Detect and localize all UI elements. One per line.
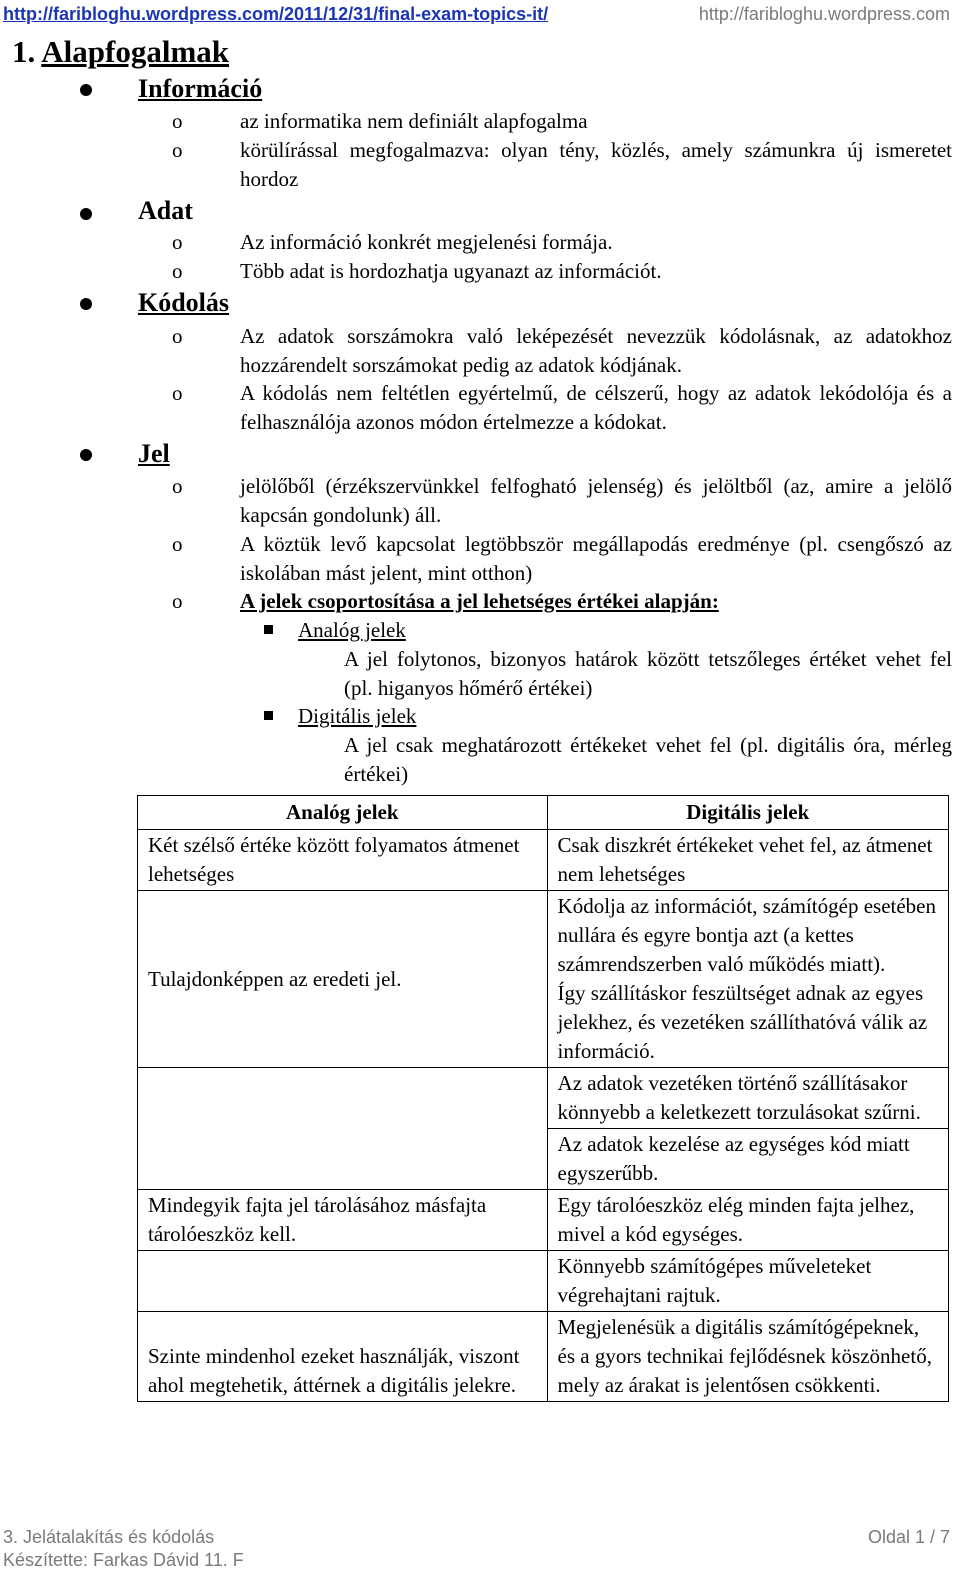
bullet-icon <box>80 298 92 310</box>
circle-bullet-icon: o <box>172 532 183 556</box>
topic-jel: Jel <box>138 439 170 468</box>
page-header <box>3 4 950 24</box>
list-item: A köztük levő kapcsolat legtöbbször megállapodás eredménye (pl. csengőszó az iskolában mást jelent, mint otthon) <box>240 532 952 585</box>
table-cell: Könnyebb számítógépes műveleteket végrehajtani rajtuk. <box>547 1251 948 1312</box>
table-row <box>138 1312 949 1402</box>
table-cell <box>547 891 948 1068</box>
table-row <box>138 1190 949 1251</box>
circle-bullet-icon: o <box>172 589 183 613</box>
subitem-title: Analóg jelek <box>298 618 406 642</box>
table-cell: Tulajdonképpen az eredeti jel. <box>138 891 548 1068</box>
bullet-icon <box>80 84 92 96</box>
circle-bullet-icon: o <box>172 109 183 133</box>
list-item-heading: A jelek csoportosítása a jel lehetséges értékei alapján: <box>240 589 719 613</box>
page-footer <box>3 1527 950 1548</box>
list-item: Több adat is hordozhatja ugyanazt az információt. <box>240 259 662 283</box>
section-number: 1. <box>12 34 36 69</box>
table-row <box>138 830 949 891</box>
circle-bullet-icon: o <box>172 259 183 283</box>
table-cell: Az adatok vezetéken történő szállításakor könnyebb a keletkezett torzulásokat szűrni. <box>547 1068 948 1129</box>
page-number: Oldal 1 / 7 <box>867 1527 950 1547</box>
table-cell-paragraph: Kódolja az információt, számítógép esetében nullára és egyre bontja azt (a kettes számrendszerben való működés miatt). <box>557 894 936 976</box>
circle-bullet-icon: o <box>172 474 183 498</box>
footer-author: Készítette: Farkas Dávid 11. F <box>3 1550 244 1570</box>
list-item: Az adatok sorszámokra való leképezését nevezzük kódolásnak, az adatokhoz hozzárendelt sorszámokat pedig az adatok kódjának. <box>240 324 952 377</box>
table-row <box>138 1251 949 1312</box>
source-link[interactable]: http://faribloghu.wordpress.com/2011/12/31/final-exam-topics-it/ <box>3 4 549 24</box>
comparison-table <box>137 795 949 1402</box>
table-cell <box>138 1251 548 1312</box>
topic-informacio: Információ <box>138 74 263 103</box>
topic-adat: Adat <box>138 196 193 225</box>
section-title: Alapfogalmak <box>41 34 230 69</box>
table-cell <box>138 1068 548 1190</box>
table-cell: Mindegyik fajta jel tárolásához másfajta tárolóeszköz kell. <box>138 1190 548 1251</box>
table-cell: Az adatok kezelése az egységes kód miatt egyszerűbb. <box>547 1129 948 1190</box>
circle-bullet-icon: o <box>172 381 183 405</box>
table-row <box>138 891 949 1068</box>
table-cell: Egy tárolóeszköz elég minden fajta jelhez, mivel a kód egységes. <box>547 1190 948 1251</box>
circle-bullet-icon: o <box>172 324 183 348</box>
bullet-icon <box>80 208 92 220</box>
list-item: A kódolás nem feltétlen egyértelmű, de célszerű, hogy az adatok lekódolója és a felhasználója azonos módon értelmezze a kódokat. <box>240 381 952 434</box>
subitem-desc: A jel folytonos, bizonyos határok között tetszőleges értéket vehet fel (pl. higanyos hőmérő értékei) <box>344 647 952 700</box>
list-item: Az információ konkrét megjelenési formája. <box>240 230 613 254</box>
table-header-row <box>138 796 949 830</box>
site-link[interactable]: http://faribloghu.wordpress.com <box>698 4 950 24</box>
topic-kodolas: Kódolás <box>138 288 230 317</box>
square-bullet-icon <box>264 625 273 634</box>
list-item: körülírással megfogalmazva: olyan tény, közlés, amely számunkra új ismeretet hordoz <box>240 138 952 191</box>
circle-bullet-icon: o <box>172 138 183 162</box>
list-item: jelölőből (érzékszervünkkel felfogható jelenség) és jelöltből (az, amire a jelölő kapcsán gondolunk) áll. <box>240 474 952 527</box>
subitem-desc: A jel csak meghatározott értékeket vehet fel (pl. digitális óra, mérleg értékei) <box>344 733 952 786</box>
table-header: Analóg jelek <box>138 796 548 830</box>
section-heading <box>12 32 229 72</box>
bullet-icon <box>80 449 92 461</box>
table-cell: Szinte mindenhol ezeket használják, viszont ahol megtehetik, áttérnek a digitális jelekre. <box>138 1312 548 1402</box>
subitem-title: Digitális jelek <box>298 704 417 728</box>
table-cell: Csak diszkrét értékeket vehet fel, az átmenet nem lehetséges <box>547 830 948 891</box>
list-item: az informatika nem definiált alapfogalma <box>240 109 588 133</box>
circle-bullet-icon: o <box>172 230 183 254</box>
table-cell: Megjelenésük a digitális számítógépeknek, és a gyors technikai fejlődésnek köszönhető, mely az árakat is jelentősen csökkenti. <box>547 1312 948 1402</box>
table-row <box>138 1068 949 1129</box>
square-bullet-icon <box>264 711 273 720</box>
table-cell-paragraph: Így szállításkor feszültséget adnak az egyes jelekhez, és vezetéken szállíthatóvá válik az információ. <box>557 981 928 1063</box>
footer-doc-title: 3. Jelátalakítás és kódolás <box>3 1527 215 1547</box>
table-cell: Két szélső értéke között folyamatos átmenet lehetséges <box>138 830 548 891</box>
table-header: Digitális jelek <box>547 796 948 830</box>
